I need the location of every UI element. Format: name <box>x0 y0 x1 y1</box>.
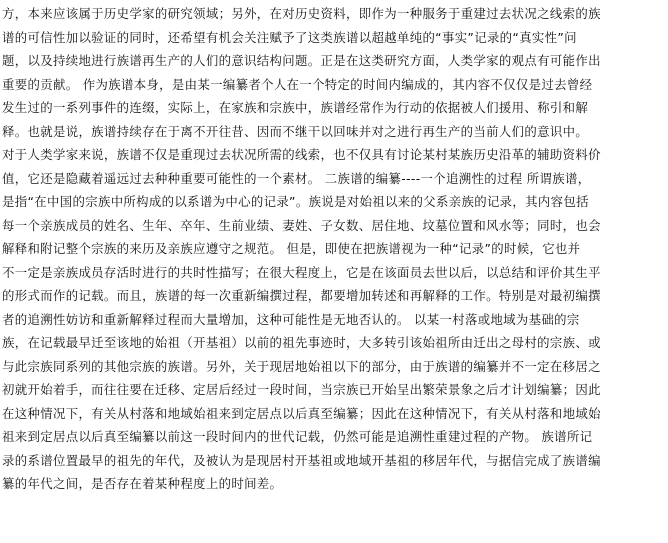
text-line: 值，它还是隐藏着遥远过去种种重要可能性的一个素材。 二族谱的编纂----一个追溯性的过程 所谓族谱， <box>2 170 591 186</box>
text-line: 解释和附记整个宗族的来历及亲族应遵守之规范。 但是，即使在把族谱视为一种“记录”的时候，它也并 <box>2 241 581 256</box>
text-line: 祖来到定居点以后真至编纂以前这一段时间内的世代记载，仍然可能是追溯性重建过程的产物。 族谱所记 <box>2 429 593 444</box>
text-line: 纂的年代之间，是否存在着某种程度上的时间差。 <box>2 476 283 491</box>
text-line: 发生过的一系列事件的连缀，实际上，在家族和宗族中，族谱经常作为行动的依据被人们援用、称引和解 <box>2 100 589 115</box>
text-line: 在这种情况下，有关从村落和地域始祖来到定居点以后真至编纂；因此在这种情况下，有关从村落和地域始 <box>2 405 601 421</box>
text-line: 录的系谱位置最早的祖先的年代，及被认为是现居村开基祖或地域开基祖的移居年代，与据信完成了族谱编 <box>2 452 601 468</box>
text-line: 每一个亲族成员的姓名、生年、卒年、生前业绩、妻姓、子女数、居住地、坟墓位置和风水等；同时，也会 <box>2 217 601 233</box>
text-line: 题，以及持续地进行族谱再生产的人们的意识结构问题。正是在这类研究方面，人类学家的观点有可能作出 <box>2 53 601 68</box>
text-line: 对于人类学家来说，族谱不仅是重现过去状况所需的线索，也不仅具有讨论某村某族历史沿革的辅助资料价 <box>2 147 601 162</box>
text-line: 初就开始着手，而往往要在迁移、定居后经过一段时间，当宗族已开始呈出繁荣景象之后才计划编纂；因此 <box>2 382 601 397</box>
text-line: 释。也就是说，族谱持续存在于离不开往昔、因而不继干以回味并对之进行再生产的当前人们的意识中。 <box>2 123 589 139</box>
text-line: 不一定是亲族成员存活时进行的共时性描写；在很大程度上，它是在该面员去世以后，以总结和评价其生平 <box>2 264 601 280</box>
text-line: 者的追溯性妨访和重新解释过程而大量增加，这种可能性是无地否认的。 以某一村落或地域为基础的宗 <box>2 311 580 327</box>
text-line: 族，在记载最早迁至该地的始祖（开基祖）以前的祖先事迹时，大多转引该始祖所由迁出之母村的宗族、或 <box>2 335 601 350</box>
text-line: 谱的可信性加以验证的同时，还希望有机会关注赋予了这类族谱以超越单纯的“事实”记录的“真实性”问 <box>2 29 577 45</box>
text-line: 是指“在中国的宗族中所构成的以系谱为中心的记录”。族说是对始祖以来的父系亲族的记录，其内容包括 <box>2 194 589 209</box>
text-line: 方，本来应该属于历史学家的研究领域；另外，在对历史资料，即作为一种服务于重建过去状况之线索的族 <box>2 6 601 21</box>
text-line: 与此宗族同系列的其他宗族的族谱。另外，关于现居地始祖以下的部分，由于族谱的编纂并不一定在移居之 <box>2 358 601 374</box>
text-line: 的形式而作的记载。而且，族谱的每一次重新编撰过程，都要增加转述和再解释的工作。特别是对最初编撰 <box>2 288 601 303</box>
text-line: 重要的贡献。 作为族谱本身，是由某一编纂者个人在一个特定的时间内编成的，其内容不仅仅是过去曾经 <box>2 76 593 92</box>
